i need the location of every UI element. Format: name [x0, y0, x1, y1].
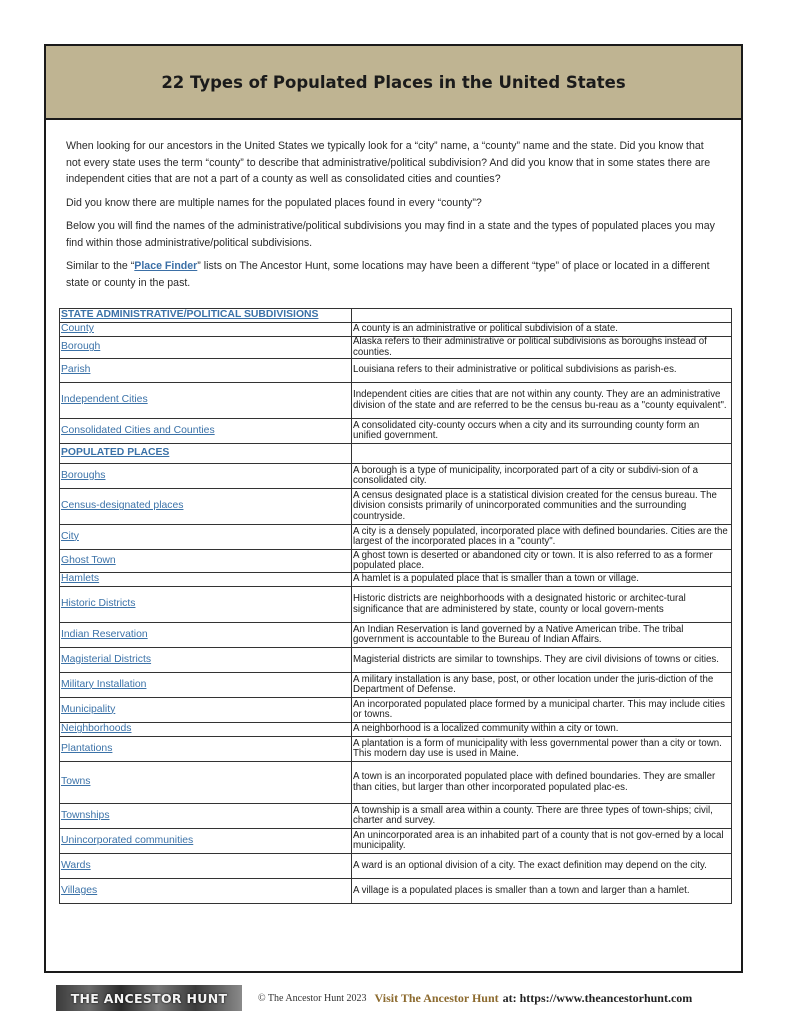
place-definition: Independent cities are cities that are not within any county. They are an administrative division of the state and are referred to be the census bu-reau as a "county equivalent". — [352, 383, 732, 419]
ancestor-hunt-logo[interactable] — [56, 985, 242, 1011]
table-row — [60, 673, 732, 698]
place-definition: Louisiana refers to their administrative or political subdivisions as parish-es. — [352, 359, 732, 383]
table-row — [60, 804, 732, 829]
place-type-link[interactable]: Census-designated places — [60, 489, 352, 525]
place-definition: Alaska refers to their administrative or political subdivisions as boroughs instead of counties. — [352, 337, 732, 359]
places-table-body — [60, 309, 732, 904]
place-type-link[interactable]: Ghost Town — [60, 550, 352, 573]
table-row — [60, 829, 732, 854]
table-row — [60, 337, 732, 359]
place-type-link[interactable]: Military Installation — [60, 673, 352, 698]
table-row — [60, 323, 732, 337]
place-type-link[interactable]: Municipality — [60, 698, 352, 723]
page-title: 22 Types of Populated Places in the United States — [161, 72, 626, 92]
place-definition: A village is a populated places is smaller than a town and larger than a hamlet. — [352, 879, 732, 904]
place-type-link[interactable]: Independent Cities — [60, 383, 352, 419]
place-definition: A census designated place is a statistical division created for the census bureau. The division consists primarily of unincorporated communities and the surrounding countryside. — [352, 489, 732, 525]
table-row — [60, 737, 732, 762]
table-row — [60, 762, 732, 804]
place-type-link[interactable]: Indian Reservation — [60, 623, 352, 648]
section-heading-link[interactable]: STATE ADMINISTRATIVE/POLITICAL SUBDIVISIONS — [60, 309, 352, 323]
table-row — [60, 525, 732, 550]
copyright-text: © The Ancestor Hunt 2023 — [258, 992, 367, 1004]
place-type-link[interactable]: Villages — [60, 879, 352, 904]
place-type-link[interactable]: Towns — [60, 762, 352, 804]
table-row — [60, 623, 732, 648]
place-type-link[interactable]: Townships — [60, 804, 352, 829]
table-row — [60, 723, 732, 737]
section-heading-link[interactable]: POPULATED PLACES — [60, 444, 352, 464]
table-section-row — [60, 309, 732, 323]
place-definition: A plantation is a form of municipality with less governmental power than a city or town. This modern day use is used in Maine. — [352, 737, 732, 762]
intro-paragraph-4 — [66, 258, 721, 291]
place-definition — [352, 444, 732, 464]
intro-paragraph-1: When looking for our ancestors in the United States we typically look for a “city” name, a “county” name and the state. Did you know that not every state uses the term “county” to describe that administrative/political subdivision? And did you know that in some states there are independent cities that are not a part of a county as well as consolidated cities and counties? — [66, 140, 711, 185]
place-definition: A town is an incorporated populated place with defined boundaries. They are smaller than cities, but larger than other incorporated populated plac-es. — [352, 762, 732, 804]
site-url[interactable]: at: https://www.theancestorhunt.com — [502, 990, 693, 1005]
place-type-link[interactable]: Unincorporated communities — [60, 829, 352, 854]
table-section-row — [60, 444, 732, 464]
place-definition: A military installation is any base, post, or other location under the juris-diction of the Department of Defense. — [352, 673, 732, 698]
intro-p4-after: ” lists on The Ancestor Hunt, some locations may have been a different “type” of place or located in a different state or county in the past. — [66, 260, 710, 289]
table-row — [60, 550, 732, 573]
place-type-link[interactable]: Consolidated Cities and Counties — [60, 419, 352, 444]
intro-paragraph-2: Did you know there are multiple names for the populated places found in every “county”? — [66, 196, 482, 209]
place-definition: An unincorporated area is an inhabited part of a county that is not gov-erned by a local municipality. — [352, 829, 732, 854]
table-row — [60, 464, 732, 489]
table-row — [60, 489, 732, 525]
table-row — [60, 573, 732, 587]
place-finder-link[interactable]: Place Finder — [134, 260, 198, 272]
table-row — [60, 879, 732, 904]
title-banner — [46, 46, 741, 120]
place-type-link[interactable]: Borough — [60, 337, 352, 359]
place-definition: A township is a small area within a county. There are three types of town-ships; civil, charter and survey. — [352, 804, 732, 829]
place-definition: A ghost town is deserted or abandoned city or town. It is also referred to as a former populated place. — [352, 550, 732, 573]
place-definition: A borough is a type of municipality, incorporated part of a city or subdivi-sion of a consolidated city. — [352, 464, 732, 489]
place-definition: A city is a densely populated, incorporated place with defined boundaries. Cities are the largest of the incorporated places in a "county". — [352, 525, 732, 550]
place-type-link[interactable]: Boroughs — [60, 464, 352, 489]
intro-p4-before: Similar to the “ — [66, 260, 135, 272]
place-type-link[interactable]: Plantations — [60, 737, 352, 762]
place-type-link[interactable]: County — [60, 323, 352, 337]
logo-text: THE ANCESTOR HUNT — [70, 990, 228, 1006]
place-definition: Historic districts are neighborhoods with a designated historic or architec-tural significance that are administered by state, county or local govern-ments — [352, 587, 732, 623]
places-table — [59, 308, 732, 904]
place-type-link[interactable]: Magisterial Districts — [60, 648, 352, 673]
place-type-link[interactable]: Wards — [60, 854, 352, 879]
table-row — [60, 854, 732, 879]
table-row — [60, 587, 732, 623]
place-definition: A ward is an optional division of a city. The exact definition may depend on the city. — [352, 854, 732, 879]
table-row — [60, 698, 732, 723]
footer — [56, 985, 746, 1011]
place-type-link[interactable]: City — [60, 525, 352, 550]
place-definition: A consolidated city-county occurs when a city and its surrounding county form an unified government. — [352, 419, 732, 444]
place-definition: An Indian Reservation is land governed by a Native American tribe. The tribal government is accountable to the Bureau of Indian Affairs. — [352, 623, 732, 648]
place-definition: A neighborhood is a localized community within a city or town. — [352, 723, 732, 737]
table-row — [60, 359, 732, 383]
place-definition: A county is an administrative or political subdivision of a state. — [352, 323, 732, 337]
intro-text — [66, 138, 721, 298]
place-definition: Magisterial districts are similar to townships. They are civil divisions of towns or cities. — [352, 648, 732, 673]
place-type-link[interactable]: Historic Districts — [60, 587, 352, 623]
table-row — [60, 383, 732, 419]
intro-paragraph-3: Below you will find the names of the administrative/political subdivisions you may find in a state and the types of populated places you may find within those administrative/political subdivisions. — [66, 220, 715, 249]
place-definition: An incorporated populated place formed by a municipal charter. This may include cities or towns. — [352, 698, 732, 723]
places-table-wrapper — [59, 308, 732, 904]
place-type-link[interactable]: Neighborhoods — [60, 723, 352, 737]
table-row — [60, 648, 732, 673]
place-definition: A hamlet is a populated place that is smaller than a town or village. — [352, 573, 732, 587]
place-definition — [352, 309, 732, 323]
visit-text: Visit The Ancestor Hunt — [374, 990, 499, 1005]
page-frame — [44, 44, 743, 973]
table-row — [60, 419, 732, 444]
place-type-link[interactable]: Hamlets — [60, 573, 352, 587]
place-type-link[interactable]: Parish — [60, 359, 352, 383]
